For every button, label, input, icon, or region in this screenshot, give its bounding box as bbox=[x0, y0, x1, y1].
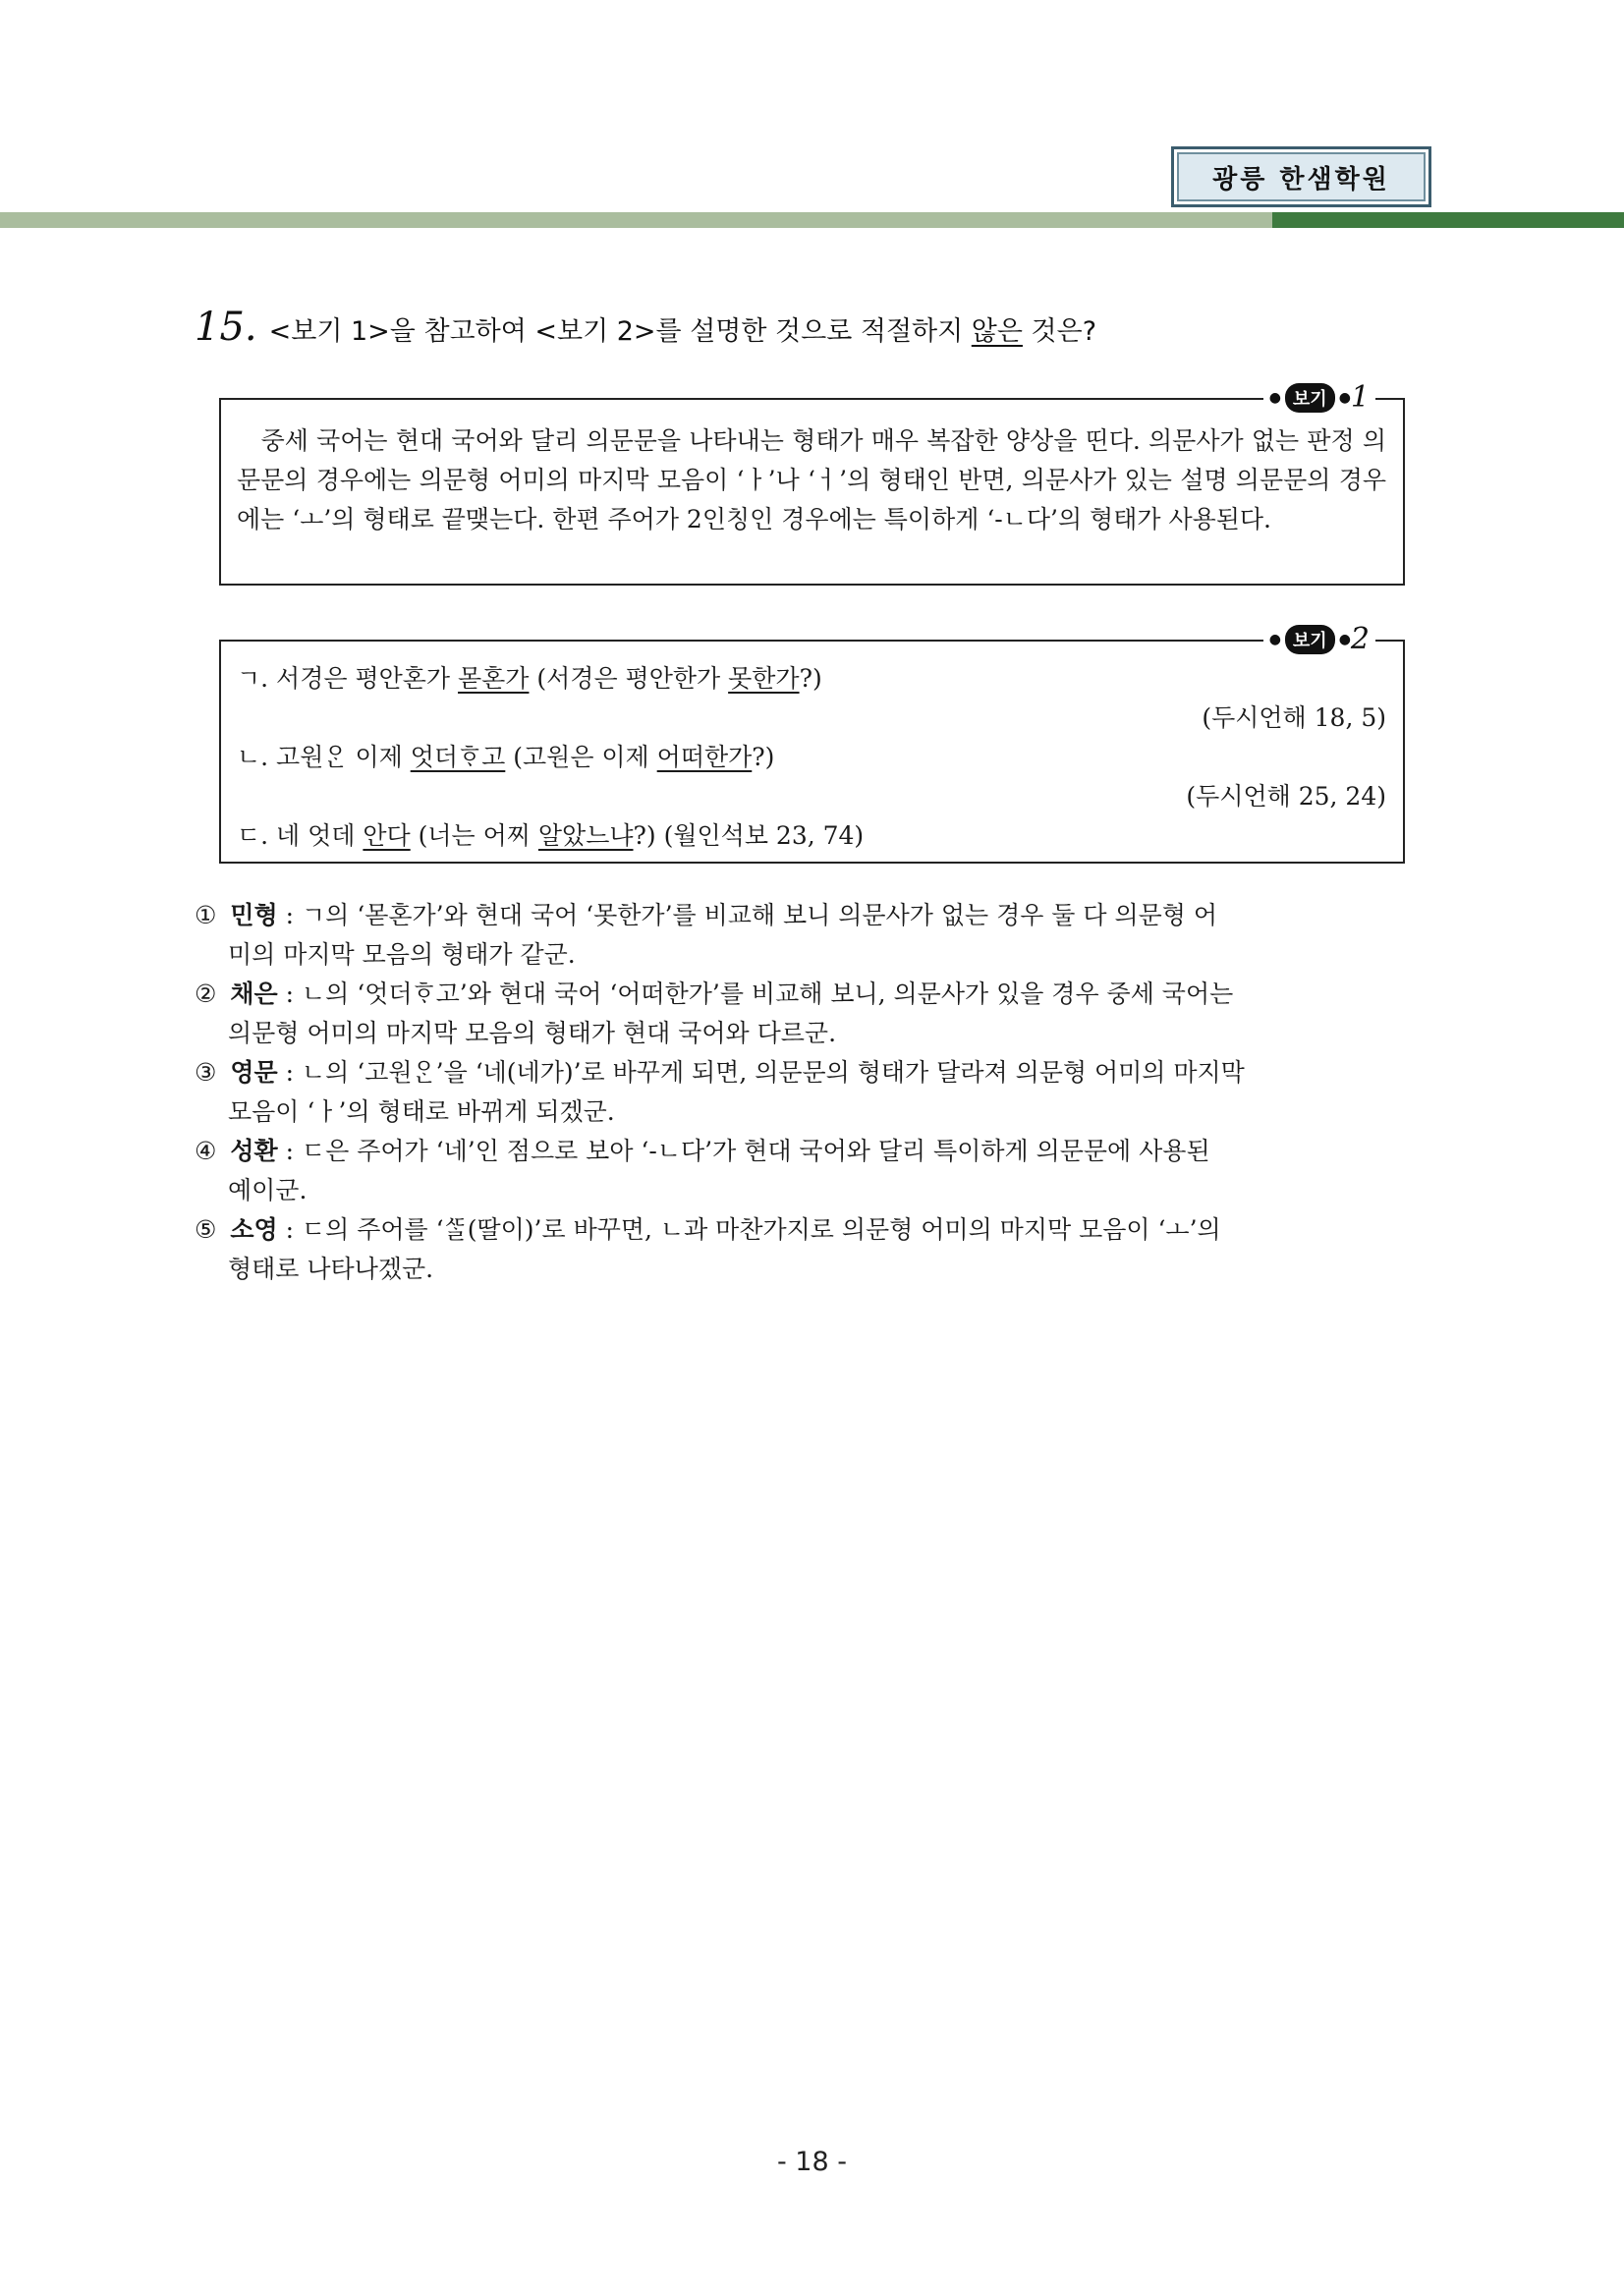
choice-name: 민형 bbox=[230, 901, 278, 929]
example-line bbox=[237, 816, 1386, 856]
answer-choice-1[interactable] bbox=[195, 896, 1425, 975]
bogi2-tag-word: 보기 bbox=[1285, 625, 1335, 654]
example-source: (두시언해 18, 5) bbox=[1202, 703, 1386, 732]
bogi1-tag-word: 보기 bbox=[1285, 383, 1335, 413]
page-number: - 18 - bbox=[776, 2147, 847, 2177]
choice-text-cont: 미의 마지막 모음의 형태가 같군. bbox=[228, 940, 576, 969]
bogi2-tag bbox=[1263, 622, 1375, 656]
tag-dot-icon: ● bbox=[1268, 631, 1281, 647]
academy-name: 광릉 한샘학원 bbox=[1212, 164, 1390, 195]
bogi1-text-content: 중세 국어는 현대 국어와 달리 의문문을 나타내는 형태가 매우 복잡한 양상을 띤다. 의문사가 없는 판정 의문문의 경우에는 의문형 어미의 마지막 모음이 ‘ㅏ’나 ‘ㅓ’의 형태인 반면, 의문사가 있는 설명 의문문의 경우에는 ‘ㅗ’의 형태로 끝맺는다. 한편 주어가 2인칭인 경우에는 특이하게 ‘-ㄴ다’의 형태가 사용된다. bbox=[237, 426, 1386, 533]
question-text-after: 것은? bbox=[1022, 316, 1097, 347]
example-text: ?) bbox=[752, 743, 775, 771]
question-number: 15. bbox=[195, 305, 257, 350]
answer-choice-3[interactable] bbox=[195, 1053, 1425, 1132]
bogi2-tag-num: 2 bbox=[1350, 622, 1370, 656]
example-text: ?) (월인석보 23, 74) bbox=[633, 821, 865, 850]
answer-choice-2[interactable] bbox=[195, 975, 1425, 1053]
header-bar-light bbox=[0, 212, 1272, 228]
example-text: (서경은 평안한가 bbox=[529, 664, 729, 693]
choice-text-cont: 형태로 나타나겠군. bbox=[228, 1255, 434, 1283]
choice-number: ④ bbox=[195, 1137, 217, 1165]
academy-label bbox=[1171, 146, 1431, 207]
answer-choices bbox=[195, 896, 1425, 1289]
choice-text: : ㄷ의 주어를 ‘ᄯᆞᆯ(딸이)’로 바꾸면, ㄴ과 마찬가지로 의문형 어미의 마지막 모음이 ‘ㅗ’의 bbox=[277, 1215, 1221, 1244]
example-underlined: 못한가 bbox=[728, 664, 800, 693]
tag-dot-icon: ● bbox=[1268, 389, 1281, 406]
tag-dot-icon: ● bbox=[1338, 389, 1351, 406]
example-text: (고원은 이제 bbox=[505, 743, 657, 771]
question-text-before: <보기 1>을 참고하여 <보기 2>를 설명한 것으로 적절하지 bbox=[268, 316, 972, 347]
example-line bbox=[237, 659, 1386, 699]
question-text-underlined: 않은 bbox=[971, 316, 1023, 347]
example-underlined: 알았느냐 bbox=[537, 821, 634, 850]
example-underlined: 몯혼가 bbox=[458, 664, 530, 693]
example-text: ㄴ. 고원ᄋᆞᆫ 이제 bbox=[237, 743, 411, 771]
example-text: (너는 어찌 bbox=[410, 821, 538, 850]
bogi1-tag-num: 1 bbox=[1350, 380, 1370, 415]
choice-text-cont: 모음이 ‘ㅏ’의 형태로 바뀌게 되겠군. bbox=[228, 1097, 615, 1126]
choice-text: : ㄷ은 주어가 ‘네’인 점으로 보아 ‘-ㄴ다’가 현대 국어와 달리 특이하게 의문문에 사용된 bbox=[277, 1137, 1210, 1165]
question-stem bbox=[195, 305, 1423, 350]
choice-text-cont: 의문형 어미의 마지막 모음의 형태가 현대 국어와 다르군. bbox=[228, 1019, 837, 1047]
choice-text: : ㄴ의 ‘엇더ᄒᆞ고’와 현대 국어 ‘어떠한가’를 비교해 보니, 의문사가 있을 경우 중세 국어는 bbox=[277, 980, 1234, 1008]
choice-number: ② bbox=[195, 980, 217, 1008]
example-line bbox=[237, 738, 1386, 777]
example-text: ㄱ. 서경은 평안혼가 bbox=[237, 664, 458, 693]
bogi1-box bbox=[219, 380, 1405, 586]
example-source: (두시언해 25, 24) bbox=[1186, 782, 1386, 811]
choice-name: 채은 bbox=[230, 980, 278, 1008]
choice-text: : ㄱ의 ‘몯혼가’와 현대 국어 ‘못한가’를 비교해 보니 의문사가 없는 경우 둘 다 의문형 어 bbox=[277, 901, 1218, 929]
choice-number: ③ bbox=[195, 1058, 217, 1087]
tag-dot-icon: ● bbox=[1338, 631, 1351, 647]
bogi2-examples bbox=[237, 659, 1386, 856]
example-text: ㄷ. 네 엇데 bbox=[237, 821, 364, 850]
choice-number: ⑤ bbox=[195, 1215, 217, 1244]
answer-choice-5[interactable] bbox=[195, 1210, 1425, 1289]
choice-number: ① bbox=[195, 901, 217, 929]
choice-name: 성환 bbox=[230, 1137, 278, 1165]
example-text: ?) bbox=[799, 664, 822, 693]
bogi1-tag bbox=[1263, 380, 1375, 415]
header-bar-dark bbox=[1272, 212, 1624, 228]
bogi2-box bbox=[219, 622, 1405, 864]
example-underlined: 엇더ᄒᆞ고 bbox=[410, 743, 506, 771]
choice-name: 소영 bbox=[230, 1215, 278, 1244]
example-underlined: 안다 bbox=[363, 821, 411, 850]
choice-name: 영문 bbox=[230, 1058, 278, 1087]
answer-choice-4[interactable] bbox=[195, 1132, 1425, 1210]
bogi1-text bbox=[237, 421, 1386, 539]
choice-text: : ㄴ의 ‘고원ᄋᆞᆫ’을 ‘네(네가)’로 바꾸게 되면, 의문문의 형태가 달라져 의문형 어미의 마지막 bbox=[277, 1058, 1245, 1087]
choice-text-cont: 예이군. bbox=[228, 1176, 308, 1204]
example-underlined: 어떠한가 bbox=[656, 743, 753, 771]
